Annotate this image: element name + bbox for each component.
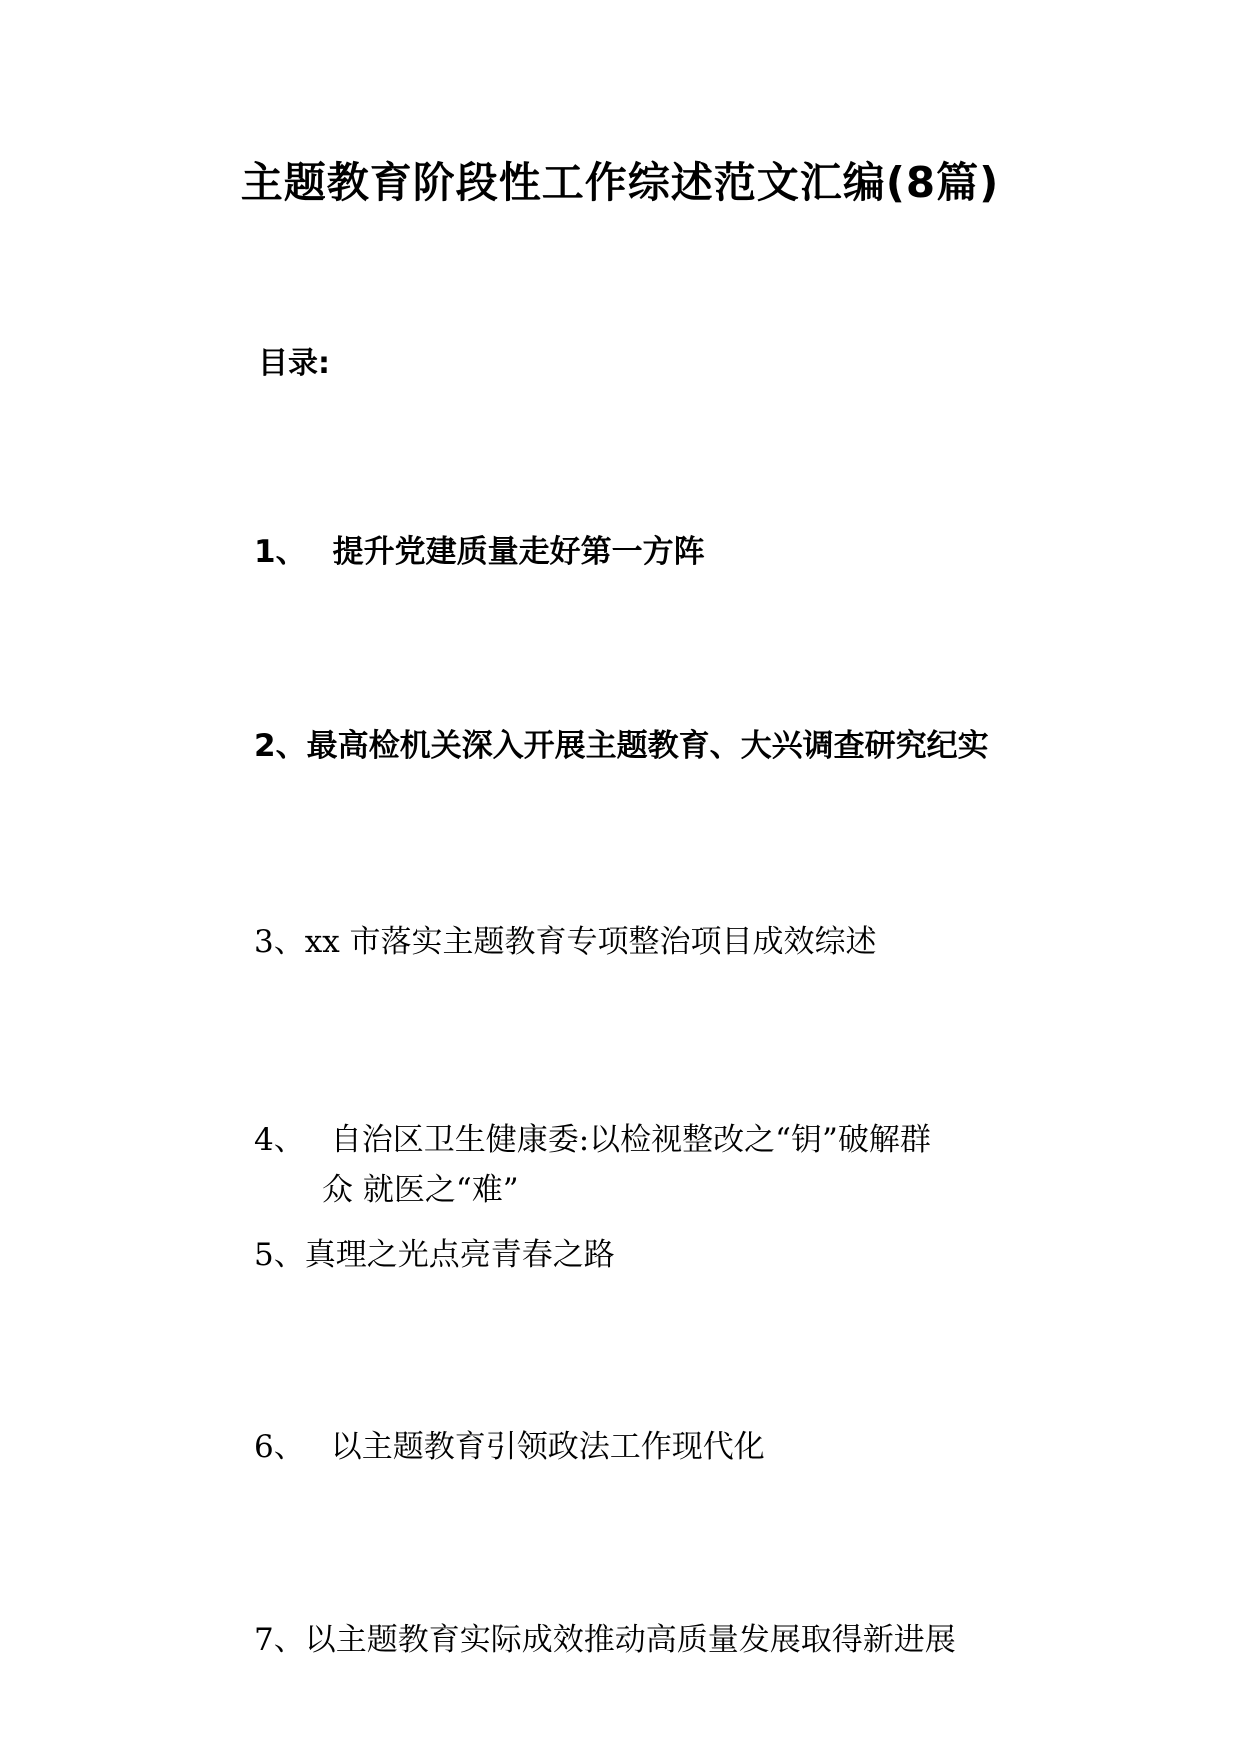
toc-item-text: 自治区卫生健康委:以检视整改之“钥”破解群 — [330, 1122, 931, 1158]
toc-item-1 — [254, 527, 705, 577]
toc-item-text: 最高检机关深入开展主题教育、大兴调查研究纪实 — [306, 728, 989, 764]
toc-item-text-continued: 众 就医之“难” — [322, 1172, 519, 1208]
toc-item-4 — [254, 1115, 931, 1215]
toc-item-6 — [254, 1422, 765, 1472]
toc-item-3 — [254, 917, 877, 967]
toc-item-number: 7、 — [254, 1622, 305, 1658]
toc-item-number: 3、 — [254, 924, 305, 960]
document-title: 主题教育阶段性工作综述范文汇编(8篇) — [240, 158, 1000, 207]
toc-item-text: xx 市落实主题教育专项整治项目成效综述 — [304, 924, 877, 960]
toc-item-number: 6、 — [254, 1429, 305, 1465]
toc-item-text: 提升党建质量走好第一方阵 — [332, 534, 705, 570]
toc-item-text: 真理之光点亮青春之路 — [304, 1237, 615, 1273]
toc-item-text: 以主题教育实际成效推动高质量发展取得新进展 — [304, 1622, 956, 1658]
toc-item-number: 5、 — [254, 1237, 305, 1273]
toc-item-2 — [254, 721, 989, 771]
toc-item-5 — [254, 1230, 615, 1280]
toc-item-7 — [254, 1615, 956, 1665]
toc-item-number: 1、 — [254, 534, 307, 570]
toc-item-number: 2、 — [254, 728, 307, 764]
toc-item-text: 以主题教育引领政法工作现代化 — [330, 1429, 765, 1465]
toc-item-number: 4、 — [254, 1122, 305, 1158]
toc-label: 目录: — [258, 346, 330, 381]
